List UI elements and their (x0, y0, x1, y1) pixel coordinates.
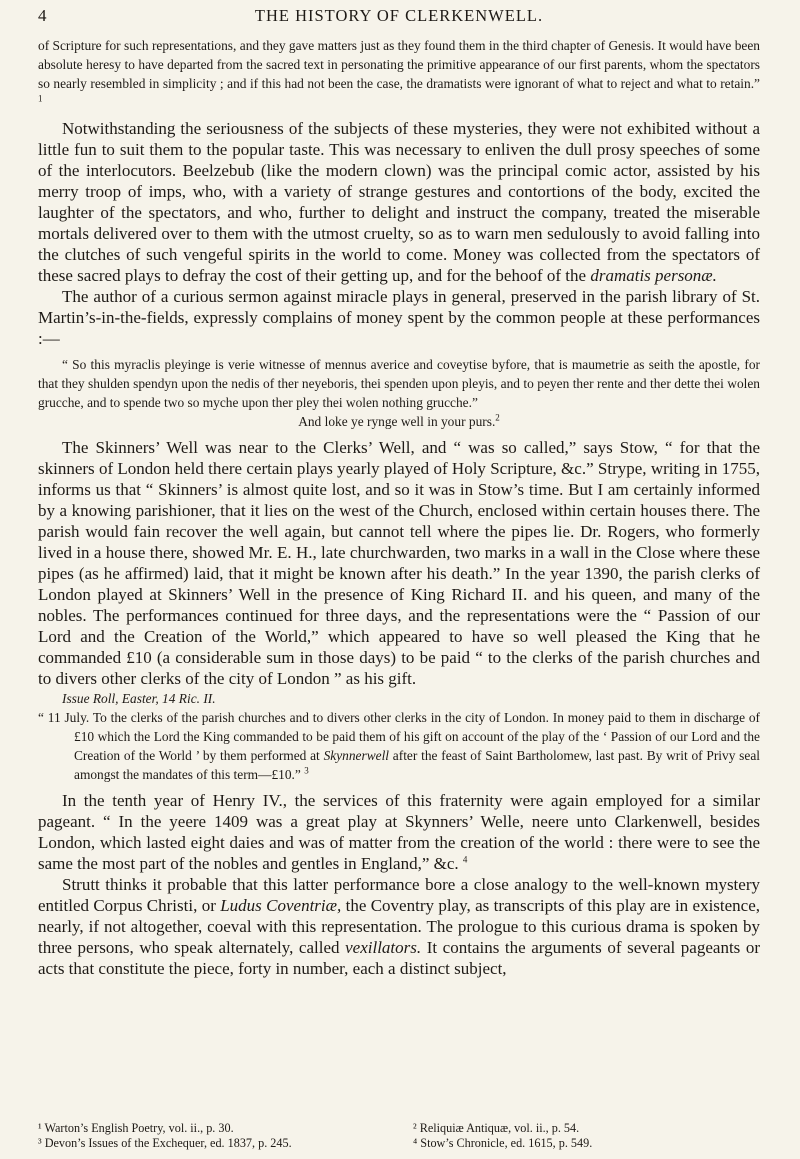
footnote-ref: 1 (38, 93, 43, 104)
quote-myraclis-tail: And loke ye rynge well in your purs.$^2$ (298, 412, 500, 429)
running-title: THE HISTORY OF CLERKENWELL. (254, 6, 544, 25)
footnote-ref: 3 (304, 765, 309, 776)
page-header (38, 4, 760, 36)
page-number: 4 (38, 6, 47, 25)
paragraph-sermon: The author of a curious sermon against miracle plays in general, preserved in the parish library of St. Martin’s-in-the-fields, expressly complains of money spent by the common people at these performances :— (38, 287, 760, 348)
footnote-1: ¹ Warton’s English Poetry, vol. ii., p. 30. (38, 1121, 234, 1135)
footnote-ref: 4 (462, 854, 468, 865)
issue-roll-extract: “ 11 July. To the clerks of the parish churches and to divers other clerks in the city of London. In money paid to them in discharge of £10 which the Lord the King commanded to be paid them of his gift on account of the play of the ‘ Passion of our Lord and the Creation of the World ’ by them performed at Skynnerwell after the feast of Saint Bartholomew, last past. By writ of Privy seal amongst the mandates of this term—£10.” $^3$ (38, 710, 760, 782)
footnote-2: ² Reliquiæ Antiquæ, vol. ii., p. 54. (413, 1121, 580, 1135)
paragraph-henry-iv: In the tenth year of Henry IV., the services of this fraternity were again employed for a similar pageant. “ In the yeere 1409 was a great play at Skynners’ Welle, neere unto Clarkenwell, besides London, which lasted eight daies and was of matter from the creation of the world : there were to see the same the most part of the nobles and gentles in England,” &c. $^4$ (38, 791, 760, 873)
paragraph-skinners-well: The Skinners’ Well was near to the Clerks’ Well, and “ was so called,” says Stow, “ for that the skinners of London held there certain plays yearly played of Holy Scripture, &c.” Strype, writing in 1755, informs us that “ Skinners’ is almost quite lost, and so it was in Stow’s time. But I am certainly informed by a knowing parishioner, that it lies on the west of the Church, enclosed within certain houses there. The parish would fain recover the well again, but cannot tell where the pipes lie. Dr. Rogers, who formerly lived in a house there, showed Mr. E. H., late churchwarden, two marks in a wall in the Close where these pipes (as he affirmed) laid, that it might be known after his death.” In the year 1390, the parish clerks of London played at Skinners’ Well in the presence of King Richard II. and his queen, and many of the nobles. The performances continued for three days, and the representations were the “ Passion of our Lord and the Creation of the World,” which appeared to have so well pleased the King that he commanded £10 (a considerable sum in those days) to be paid “ to the clerks of the parish churches and to divers other clerks of the city of London ” as his gift. (38, 438, 760, 688)
footnotes (38, 1121, 760, 1151)
book-page (0, 4, 800, 1159)
paragraph-mysteries-fun: Notwithstanding the seriousness of the subjects of these mysteries, they were not exhibited without a little fun to suit them to the popular taste. This was necessary to enliven the dull prosy speeches of some of the interlocutors. Beelzebub (like the modern clown) was the principal comic actor, assisted by his merry troop of imps, who, with a variety of strange gestures and contortions of the body, excited the laughter of the spectators, and who, further to delight and instruct the company, treated the miserable mortals delivered over to them with the utmost cruelty, so as to warn men sedulously to avoid falling into the clutches of such vengeful spirits in the world to come. Money was collected from the spectators of these sacred plays to defray the cost of their getting up, and for the behoof of the dramatis personæ. (38, 119, 760, 285)
quote-myraclis: “ So this myraclis pleyinge is verie witnesse of mennus averice and coveytise byfore, that is maumetrie as seith the apostle, for that they shulden spendyn upon the nedis of ther neyeboris, thei spenden upon pleyis, and to peyen ther rente and ther dette thei wolen grucche, and to spende two so myche upon ther pley thei wolen nothing grucche.” (38, 357, 760, 410)
issue-roll-heading: Issue Roll, Easter, 14 Ric. II. (62, 691, 216, 706)
paragraph-strutt: Strutt thinks it probable that this latter performance bore a close analogy to the well-known mystery entitled Corpus Christi, or Ludus Coventriæ, the Coventry play, as transcripts of this play are in existence, nearly, if not altogether, coeval with this representation. The prologue to this curious drama is spoken by three persons, who speak alternately, called vexillators. It contains the arguments of several pageants or acts that constitute the piece, forty in number, each a distinct subject, (38, 875, 761, 978)
footnote-3: ³ Devon’s Issues of the Exchequer, ed. 1837, p. 245. (38, 1136, 292, 1150)
footnote-4: ⁴ Stow’s Chronicle, ed. 1615, p. 549. (413, 1136, 593, 1150)
footnote-ref: 2 (495, 412, 500, 423)
quote-genesis: of Scripture for such representations, and they gave matters just as they found them in the third chapter of Genesis. It would have been absolute heresy to have departed from the sacred text in personating the primitive appearance of our first parents, whom the spectators so nearly resembled in simplicity ; and if this had not been the case, the dramatists were ignorant of what to reject and what to retain.” $^1$ (38, 38, 760, 104)
